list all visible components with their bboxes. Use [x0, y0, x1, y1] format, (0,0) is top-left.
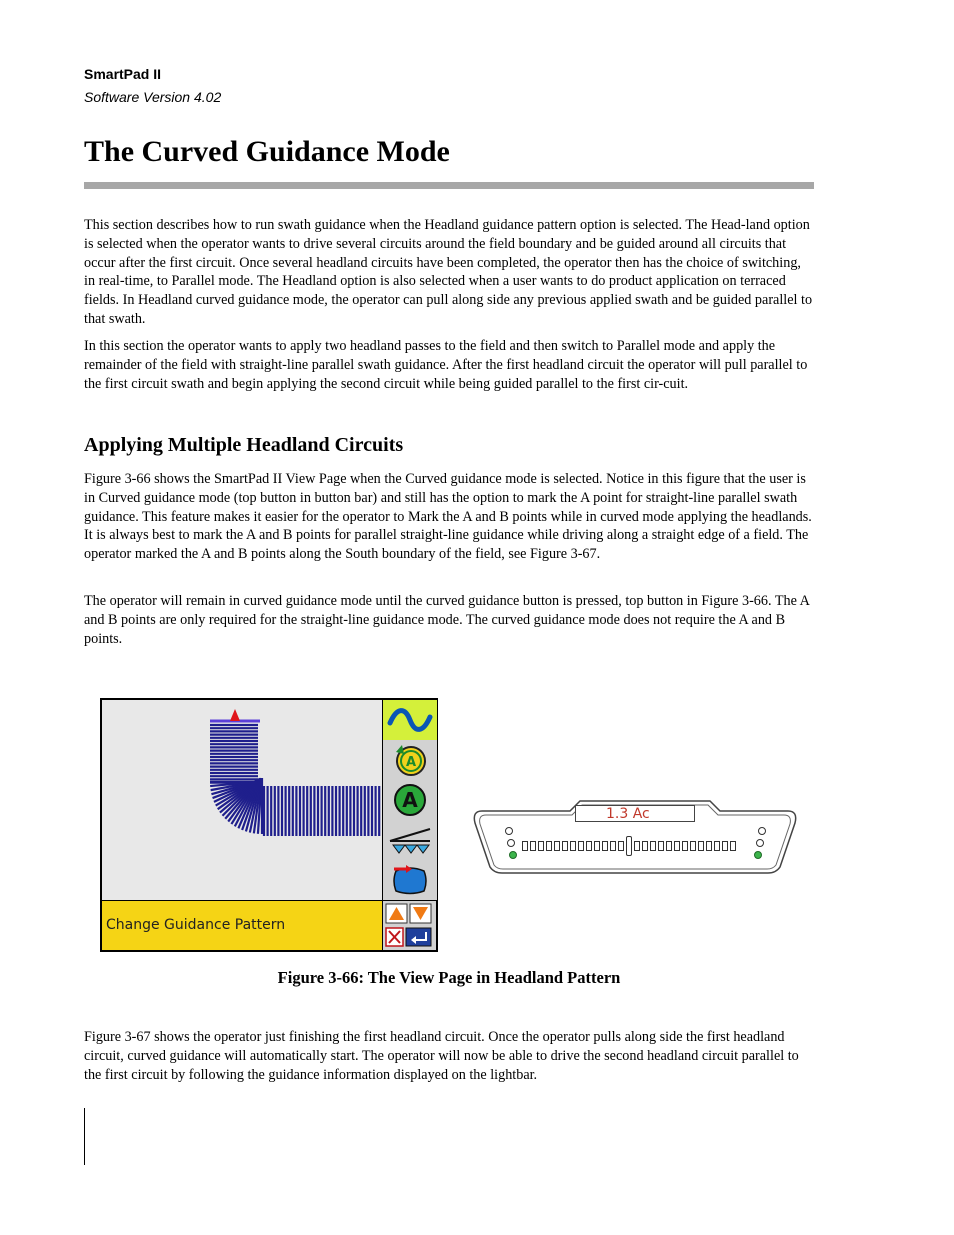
guidance-led-right — [722, 841, 728, 851]
mark-a-rotate-button[interactable] — [383, 740, 437, 780]
status-message: Change Guidance Pattern — [106, 917, 286, 933]
guidance-led-left — [618, 841, 624, 851]
status-bar — [102, 900, 382, 950]
boom-sections-icon — [387, 825, 433, 855]
guidance-led-center — [626, 836, 632, 856]
guidance-led-right — [706, 841, 712, 851]
product-name: SmartPad II — [84, 66, 162, 82]
control-buttons — [382, 900, 436, 950]
left-indicator-led — [506, 828, 513, 835]
arrow-down-icon[interactable] — [410, 904, 431, 923]
title-rule — [84, 182, 814, 189]
software-version: Software Version 4.02 — [84, 89, 222, 105]
mark-a-point-button[interactable] — [383, 780, 437, 820]
guidance-led-left — [538, 841, 544, 851]
svg-text:A: A — [402, 788, 418, 812]
paragraph-figure-description: Figure 3-66 shows the SmartPad II View Page when the Curved guidance mode is selected. Notice in this figure that the user is in Curved guidance mode (top button in button bar) and still has the option to mark the A point for straight-line parallel swath guidance. This feature makes it easier for the operator to Mark the A and B points while in curved mode applying the headlands. It is always best to mark the A and B points for parallel straight-line guidance while driving along a straight edge of a field. The operator marked the A and B points along the South boundary of the field, see Figure 3-67. — [84, 471, 812, 563]
paragraph-figure-3-67: Figure 3-67 shows the operator just finishing the first headland circuit. Once the operator pulls along side the first headland circuit, curved guidance will automatically start. The operator will now be able to drive the second headland circuit parallel to the first circuit by following the guidance information displayed on the lightbar. — [84, 1029, 799, 1083]
guidance-led-row — [522, 836, 736, 856]
guidance-led-left — [610, 841, 616, 851]
mark-a-rotate-icon — [392, 742, 428, 778]
guidance-led-left — [522, 841, 528, 851]
figure-caption: Figure 3-66: The View Page in Headland Pattern — [277, 968, 621, 987]
guidance-led-right — [730, 841, 736, 851]
curved-guidance-button[interactable] — [383, 700, 437, 740]
swath-coverage — [102, 700, 382, 900]
paragraph-curved-mode: The operator will remain in curved guidance mode until the curved guidance button is pressed, top button in Figure 3-66. The A and B points are only required for the straight-line guidance mode. The curved guidance mode does not require the A and B points. — [84, 593, 810, 647]
view-page-screen — [100, 698, 438, 952]
right-indicator-led — [759, 828, 766, 835]
guidance-led-left — [578, 841, 584, 851]
guidance-led-left — [602, 841, 608, 851]
button-bar — [382, 700, 437, 900]
curved-guidance-wave-icon — [387, 705, 433, 735]
guidance-led-right — [714, 841, 720, 851]
guidance-led-right — [642, 841, 648, 851]
guidance-led-right — [658, 841, 664, 851]
paragraph-intro: This section describes how to run swath guidance when the Headland guidance pattern option is selected. The Head-land option is selected when the operator wants to drive several circuits around the field boundary and be guided around all circuits that occur after the first circuit. Once several headland circuits have been completed, the operator then has the choice of switching, in real-time, to Parallel mode. The Headland option is also selected when a user wants to do product application on terraced fields. In Headland curved guidance mode, the operator can pull along side any previous applied swath and be guided parallel to that swath. — [84, 217, 813, 327]
mark-a-point-icon — [392, 782, 428, 818]
area-readout: 1.3 Ac — [575, 805, 695, 822]
guidance-led-right — [674, 841, 680, 851]
vehicle-arrow-icon — [230, 709, 240, 721]
guidance-led-right — [666, 841, 672, 851]
paragraph-scenario: In this section the operator wants to apply two headland passes to the field and then switch to Parallel mode and apply the remainder of the field with straight-line parallel swath guidance. After the first headland circuit the operator will pull parallel to the first circuit swath and begin applying the second circuit while being guided parallel to the first cir-cuit. — [84, 338, 808, 392]
guidance-led-left — [562, 841, 568, 851]
guidance-led-right — [650, 841, 656, 851]
guidance-led-left — [570, 841, 576, 851]
guidance-led-left — [554, 841, 560, 851]
guidance-led-right — [698, 841, 704, 851]
lightbar — [470, 795, 800, 877]
cancel-icon[interactable] — [386, 928, 403, 946]
guidance-led-left — [530, 841, 536, 851]
page-title: The Curved Guidance Mode — [84, 135, 450, 168]
field-boundary-icon — [390, 863, 430, 897]
change-bar — [84, 1108, 85, 1165]
guidance-led-right — [634, 841, 640, 851]
arrow-up-icon[interactable] — [386, 904, 407, 923]
guidance-led-left — [594, 841, 600, 851]
section-heading: Applying Multiple Headland Circuits — [84, 434, 404, 456]
guidance-led-right — [690, 841, 696, 851]
guidance-led-left — [546, 841, 552, 851]
svg-text:A: A — [405, 755, 417, 770]
guidance-led-left — [586, 841, 592, 851]
boom-sections-button[interactable] — [383, 820, 437, 860]
field-map — [102, 700, 382, 900]
field-boundary-button[interactable] — [383, 860, 437, 900]
enter-icon[interactable] — [406, 928, 431, 946]
guidance-led-right — [682, 841, 688, 851]
